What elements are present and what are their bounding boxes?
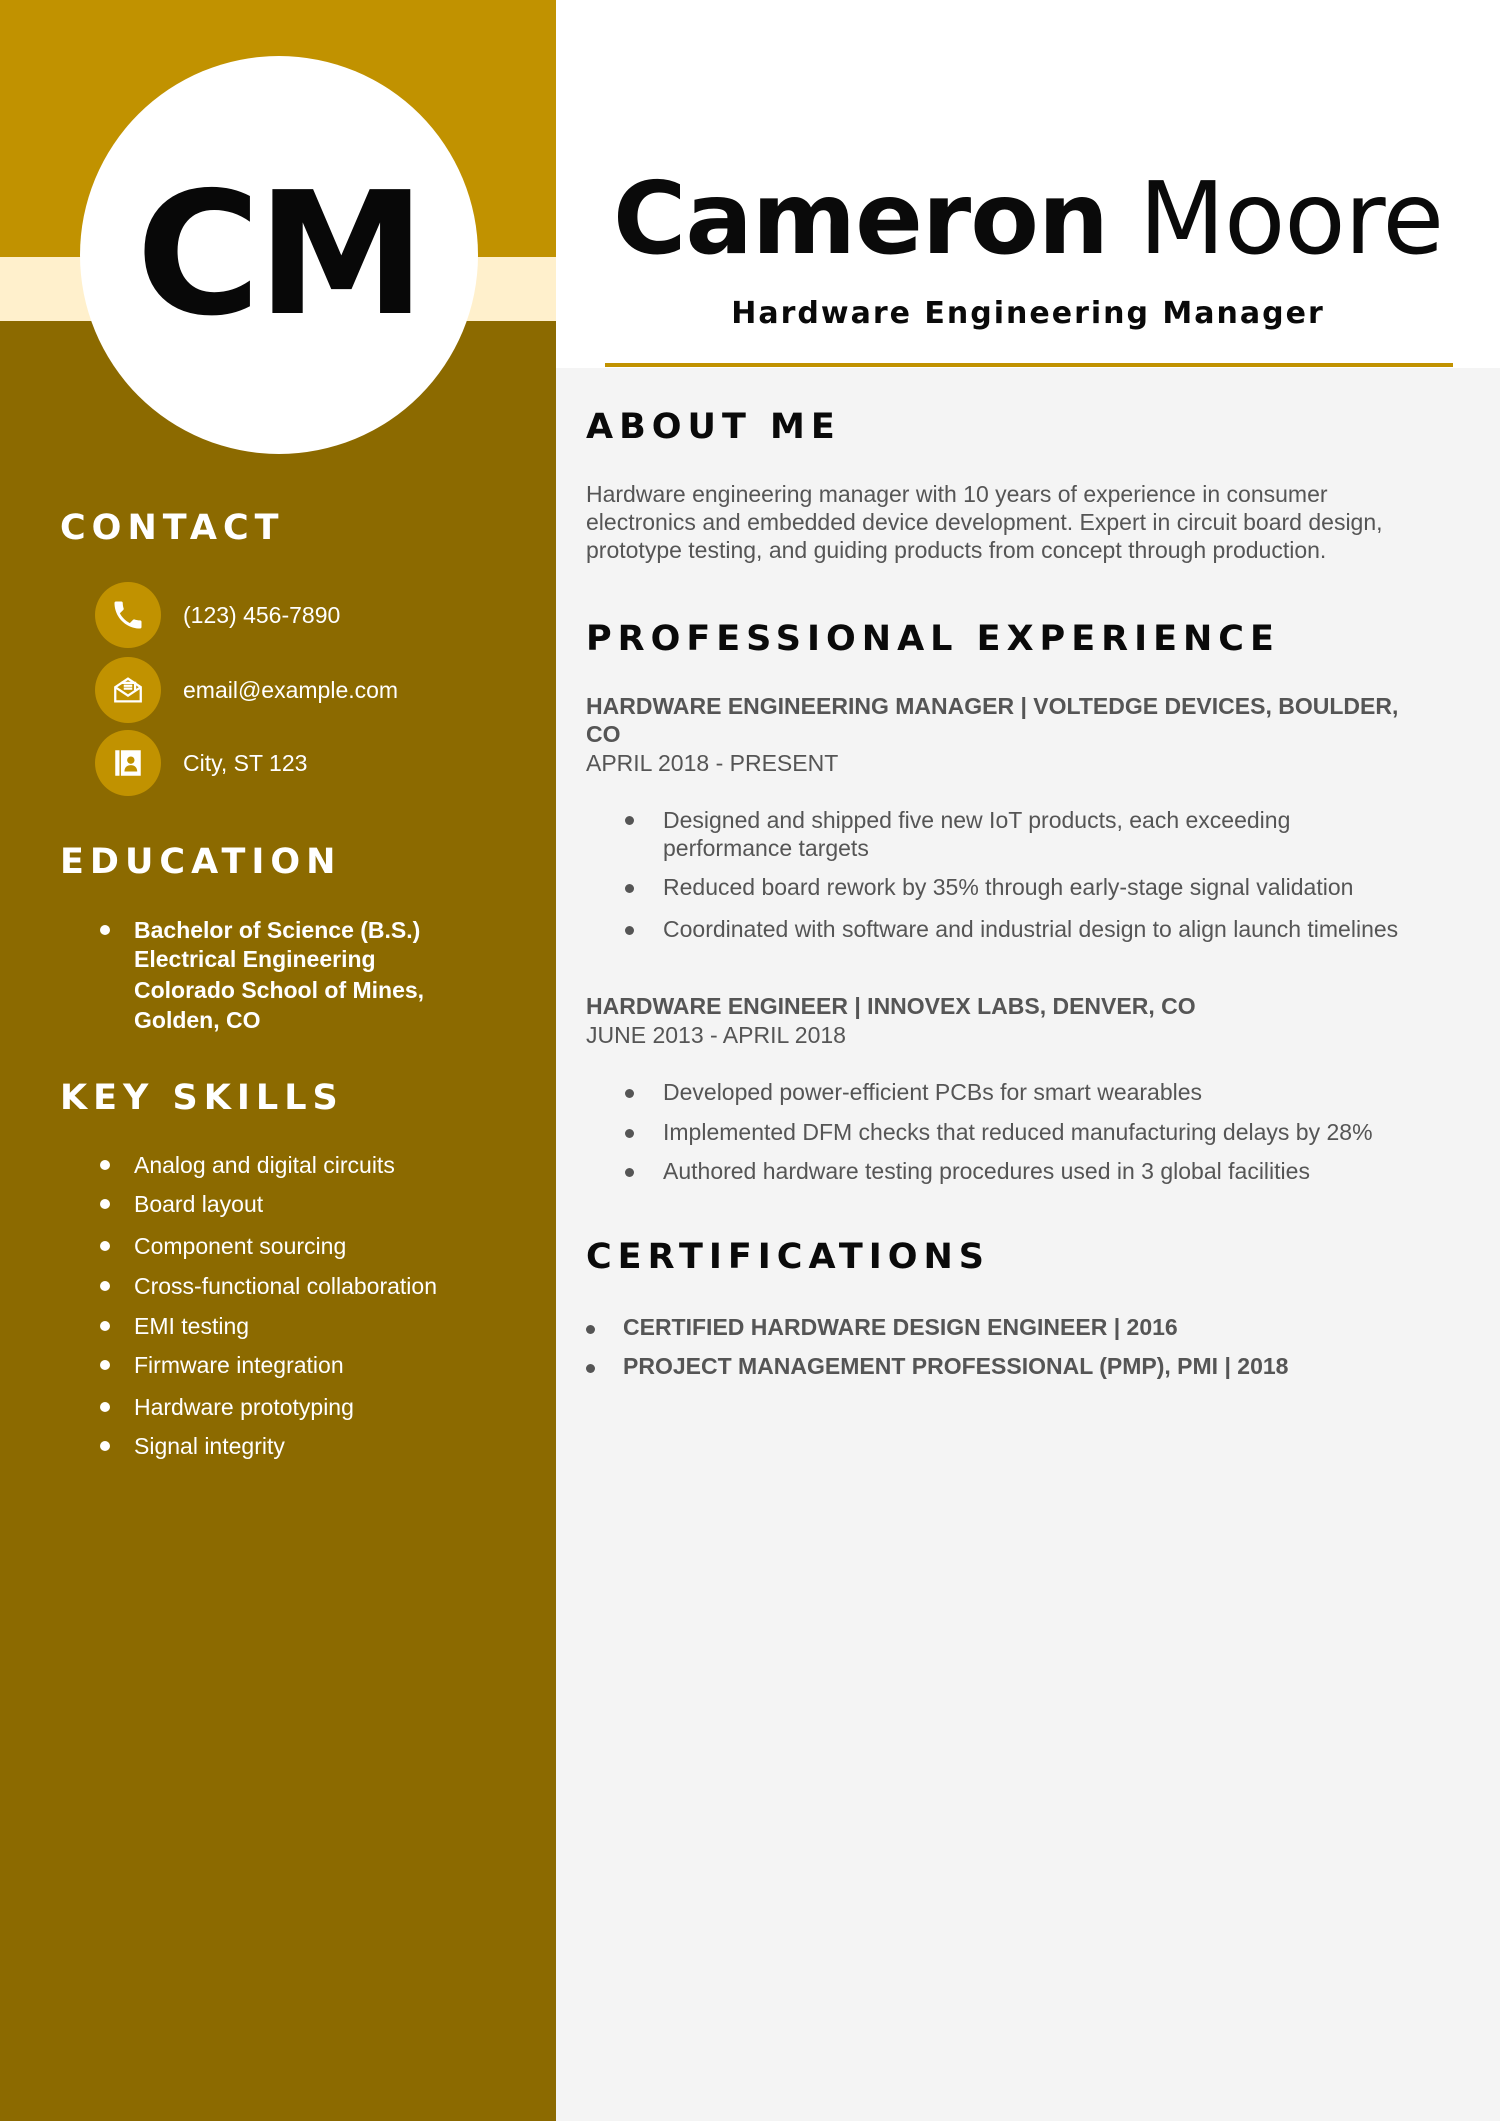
about-line: electronics and embedded device development. Expert in circuit board design,	[586, 509, 1383, 535]
bullet	[586, 1325, 595, 1334]
bullet	[625, 884, 634, 893]
skill-item: Board layout	[134, 1191, 264, 1217]
skill-item: Firmware integration	[134, 1352, 344, 1378]
phone-number: (123) 456-7890	[183, 601, 341, 628]
skill-item: Component sourcing	[134, 1233, 347, 1259]
bullet	[100, 1199, 110, 1209]
envelope-icon	[95, 657, 161, 723]
skill-item: Hardware prototyping	[134, 1394, 354, 1420]
certifications-heading: CERTIFICATIONS	[586, 1237, 991, 1277]
education-heading: EDUCATION	[60, 842, 342, 882]
bullet	[625, 1089, 634, 1098]
last-name: Moore	[1138, 160, 1443, 277]
bullet	[586, 1364, 595, 1373]
email-address: email@example.com	[183, 676, 399, 703]
header	[556, 0, 1500, 368]
bullet	[100, 1241, 110, 1251]
certification: PROJECT MANAGEMENT PROFESSIONAL (PMP), PMI | 2018	[623, 1353, 1289, 1379]
job-title: HARDWARE ENGINEERING MANAGER | VOLTEDGE DEVICES, BOULDER, CO	[586, 693, 1399, 747]
bullet	[100, 925, 110, 935]
contact-address	[95, 730, 307, 796]
contact-phone	[95, 582, 340, 648]
bullet	[100, 1281, 110, 1291]
candidate-name	[556, 160, 1500, 277]
bullet	[625, 816, 634, 825]
skill-item: Analog and digital circuits	[134, 1152, 395, 1178]
contact-email	[95, 657, 398, 723]
bullet	[100, 1160, 110, 1170]
about-line: Hardware engineering manager with 10 years of experience in consumer	[586, 481, 1328, 507]
skill-item: Cross-functional collaboration	[134, 1273, 437, 1299]
certification: CERTIFIED HARDWARE DESIGN ENGINEER | 2016	[623, 1314, 1178, 1340]
job-bullet: Developed power-efficient PCBs for smart wearables	[663, 1079, 1203, 1105]
school-location: Golden, CO	[134, 1007, 261, 1033]
first-name: Cameron	[613, 160, 1109, 277]
school: Colorado School of Mines,	[134, 977, 425, 1003]
address: City, ST 123	[183, 749, 308, 776]
major: Electrical Engineering	[134, 946, 376, 972]
bullet	[625, 926, 634, 935]
degree: Bachelor of Science (B.S.)	[134, 917, 421, 943]
phone-icon	[95, 582, 161, 648]
address-book-icon	[95, 730, 161, 796]
skill-item: EMI testing	[134, 1313, 250, 1339]
job-bullet: Designed and shipped five new IoT products, each exceeding performance targets	[663, 807, 1291, 861]
contact-heading: CONTACT	[60, 508, 285, 548]
bullet	[100, 1441, 110, 1451]
job-dates: APRIL 2018 - PRESENT	[586, 750, 839, 776]
job-bullet: Implemented DFM checks that reduced manufacturing delays by 28%	[663, 1119, 1373, 1145]
skills-heading: KEY SKILLS	[60, 1078, 344, 1118]
job-bullet: Authored hardware testing procedures used in 3 global facilities	[663, 1158, 1310, 1184]
experience-heading: PROFESSIONAL EXPERIENCE	[586, 619, 1280, 659]
skill-item: Signal integrity	[134, 1433, 285, 1459]
job-bullet: Reduced board rework by 35% through early-stage signal validation	[663, 874, 1354, 900]
bullet	[625, 1129, 634, 1138]
about-line: prototype testing, and guiding products from concept through production.	[586, 537, 1327, 563]
job-title: HARDWARE ENGINEER | INNOVEX LABS, DENVER, CO	[586, 993, 1196, 1019]
bullet	[625, 1168, 634, 1177]
job-bullet: Coordinated with software and industrial design to align launch timelines	[663, 916, 1399, 942]
monogram-avatar: CM	[80, 56, 478, 454]
job-title: Hardware Engineering Manager	[731, 296, 1325, 331]
bullet	[100, 1321, 110, 1331]
header-divider	[605, 363, 1453, 367]
bullet	[100, 1402, 110, 1412]
about-heading: ABOUT ME	[586, 407, 841, 447]
bullet	[100, 1360, 110, 1370]
job-dates: JUNE 2013 - APRIL 2018	[586, 1022, 846, 1048]
